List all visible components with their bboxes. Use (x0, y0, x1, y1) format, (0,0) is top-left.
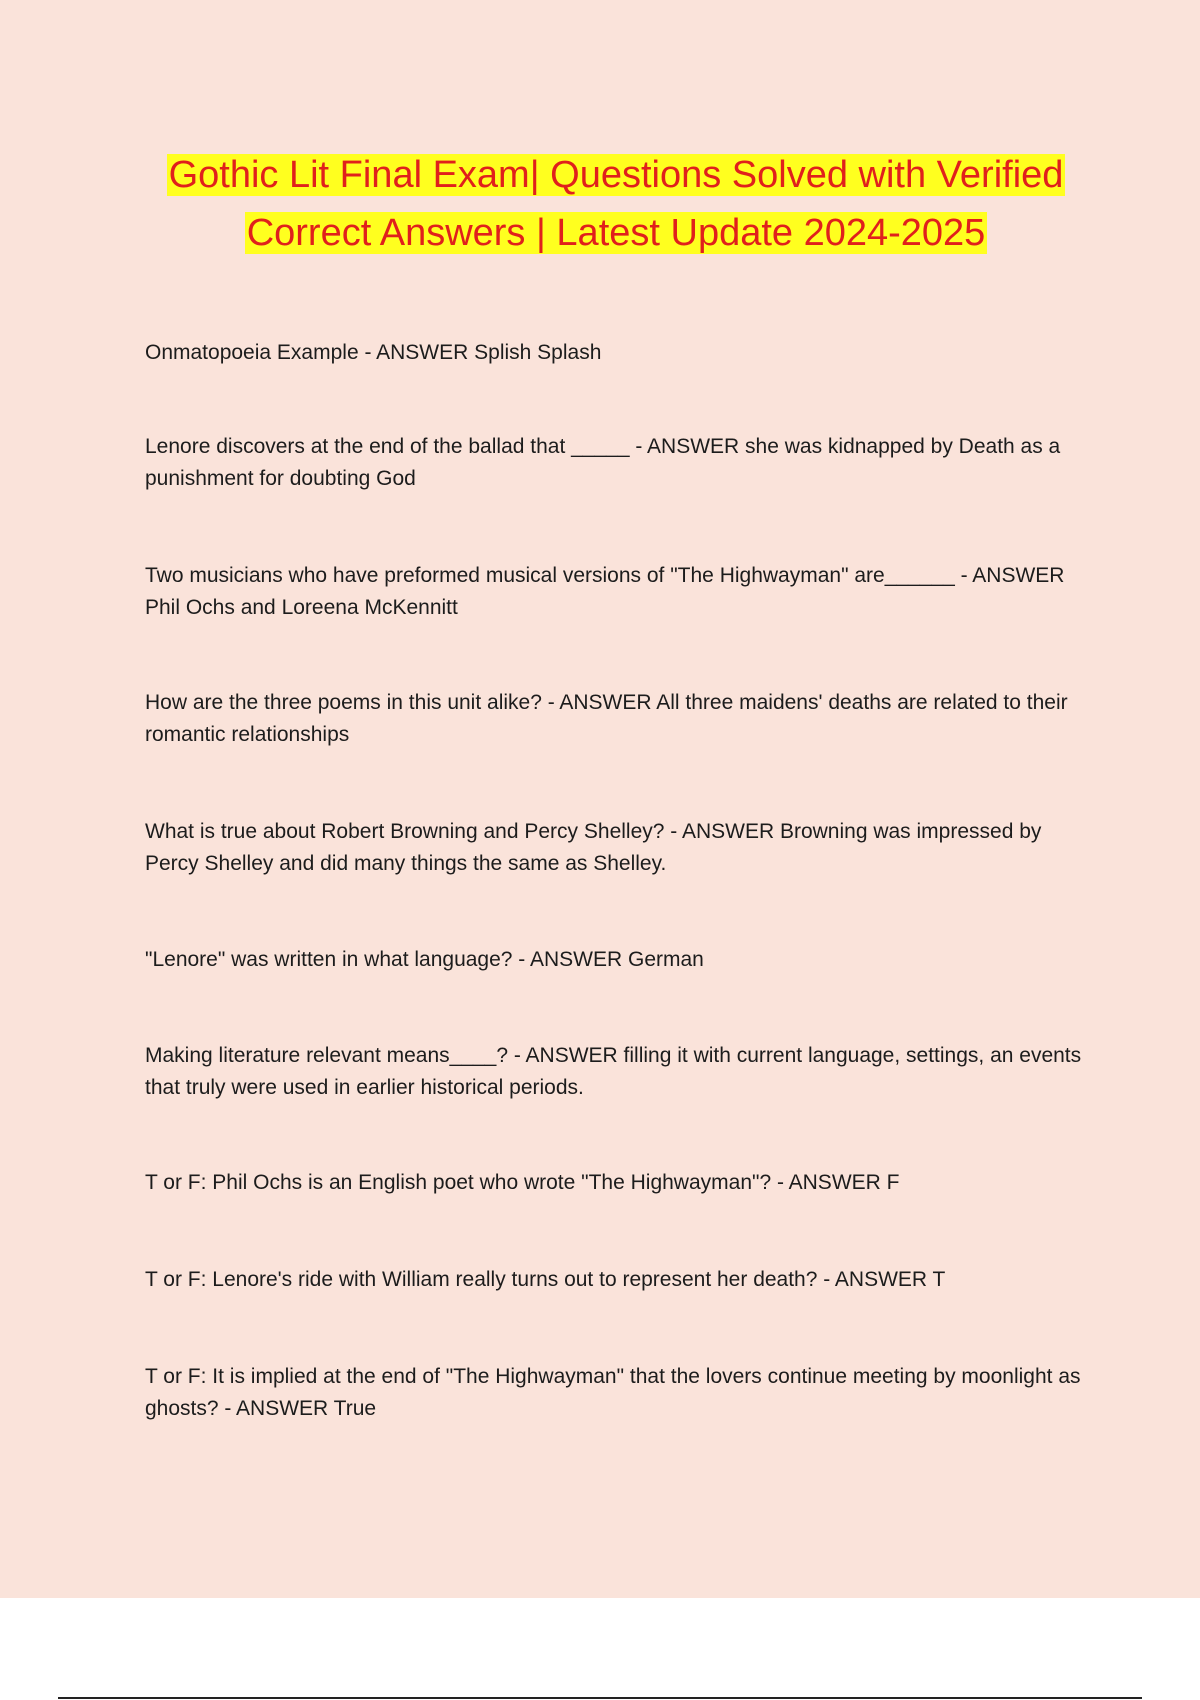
qa-item: T or F: It is implied at the end of "The Highwayman" that the lovers continue meeting by moonlight as ghosts? - ANSWER True (145, 1365, 1081, 1420)
qa-item: T or F: Lenore's ride with William really turns out to represent her death? - ANSWER T (145, 1268, 946, 1291)
document-title-text: Gothic Lit Final Exam| Questions Solved with Verified Correct Answers | Latest Update 2024-2025 (168, 154, 1064, 254)
document-title (120, 146, 1112, 262)
qa-item: Two musicians who have preformed musical versions of "The Highwayman" are______ - ANSWER Phil Ochs and Loreena McKennitt (145, 564, 1065, 619)
qa-item: Making literature relevant means____? - ANSWER filling it with current language, settings, an events that truly were used in earlier historical periods. (145, 1044, 1082, 1099)
qa-item: Onmatopoeia Example - ANSWER Splish Splash (145, 341, 602, 364)
qa-item: Lenore discovers at the end of the ballad that _____ - ANSWER she was kidnapped by Death as a punishment for doubting God (145, 435, 1061, 490)
footer-divider (58, 1697, 1142, 1699)
qa-item: How are the three poems in this unit alike? - ANSWER All three maidens' deaths are related to their romantic relationships (145, 691, 1068, 746)
qa-item: "Lenore" was written in what language? - ANSWER German (145, 948, 704, 971)
qa-item: What is true about Robert Browning and Percy Shelley? - ANSWER Browning was impressed by Percy Shelley and did many things the same as Shelley. (145, 820, 1042, 875)
qa-item: T or F: Phil Ochs is an English poet who wrote "The Highwayman"? - ANSWER F (145, 1171, 900, 1194)
